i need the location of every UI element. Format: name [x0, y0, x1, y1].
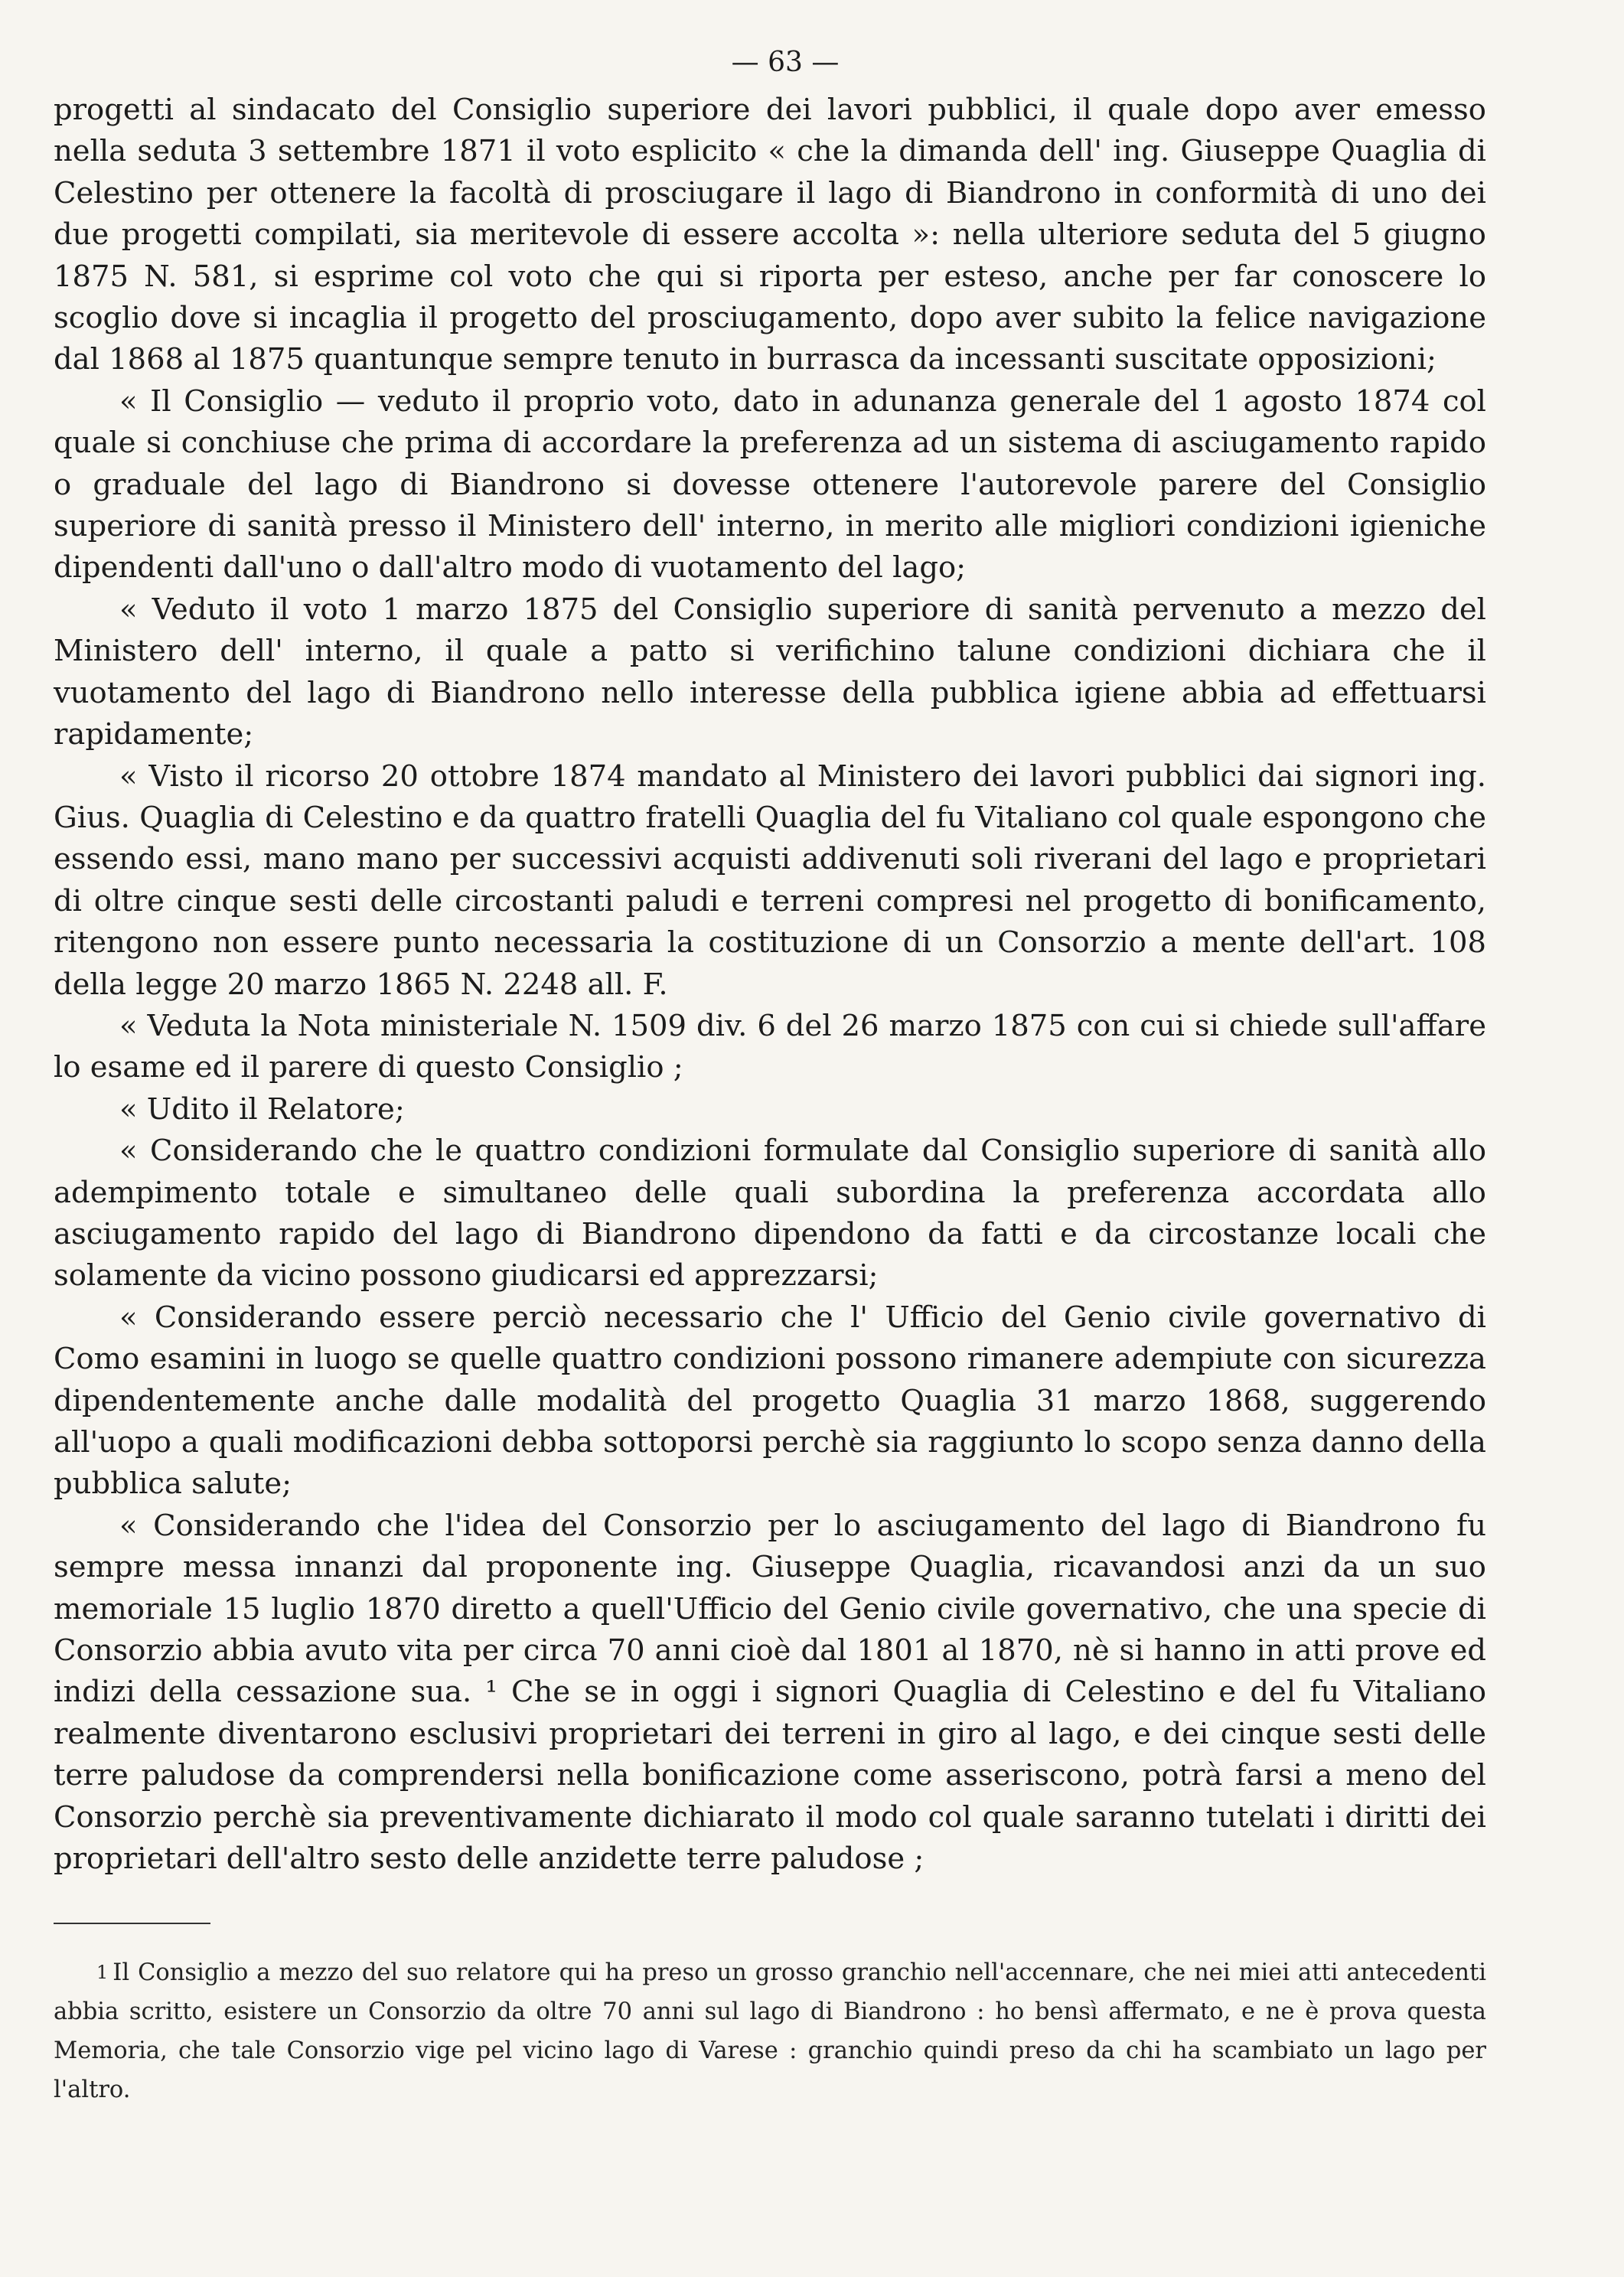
paragraph: progetti al sindacato del Consiglio superiore dei lavori pubblici, il quale dopo aver emesso nella seduta 3 settembre 1871 il voto esplicito « che la dimanda dell' ing. Giuseppe Quaglia di Celestino per ottenere la facoltà di prosciugare il lago di Biandrono in conformità di uno dei due progetti compilati, sia meritevole di essere accolta »: nella ulteriore seduta del 5 giugno 1875 N. 581, si esprime col voto che qui si riporta per esteso, anche per far conoscere lo scoglio dove si incaglia il progetto del prosciugamento, dopo aver subito la felice navigazione dal 1868 al 1875 quantunque sempre tenuto in burrasca da incessanti suscitate opposizioni; — [54, 93, 1486, 377]
paragraph: « Veduta la Nota ministeriale N. 1509 div. 6 del 26 marzo 1875 con cui si chiede sull'affare lo esame ed il parere di questo Consiglio ; — [54, 1008, 1486, 1085]
paragraph: « Udito il Relatore; — [119, 1091, 405, 1127]
paragraph: « Veduto il voto 1 marzo 1875 del Consiglio superiore di sanità pervenuto a mezzo del Ministero dell' interno, il quale a patto si verifichino talune condizioni dichiara che il vuotamento del lago di Biandrono nello interesse della pubblica igiene abbia ad effettuarsi rapidamente; — [54, 592, 1486, 752]
body-text — [54, 90, 1486, 1880]
document-page — [54, 42, 1486, 2109]
paragraph: « Il Consiglio — veduto il proprio voto, dato in adunanza generale del 1 agosto 1874 col quale si conchiuse che prima di accordare la preferenza ad un sistema di asciugamento rapido o graduale del lago di Biandrono si dovesse ottenere l'autorevole parere del Consiglio superiore di sanità presso il Ministero dell' interno, in merito alle migliori condizioni igieniche dipendenti dall'uno o dall'altro modo di vuotamento del lago; — [54, 383, 1486, 586]
footnote-marker: 1 — [96, 1962, 109, 1984]
footnote — [54, 1953, 1486, 2109]
paragraph: « Considerando che l'idea del Consorzio per lo asciugamento del lago di Biandrono fu sempre messa innanzi dal proponente ing. Giuseppe Quaglia, ricavandosi anzi da un suo memoriale 15 luglio 1870 diretto a quell'Ufficio del Genio civile governativo, che una specie di Consorzio abbia avuto vita per circa 70 anni cioè dal 1801 al 1870, nè si hanno in atti prove ed indizi della cessazione sua. ¹ Che se in oggi i signori Quaglia di Celestino e del fu Vitaliano realmente diventarono esclusivi proprietari dei terreni in giro al lago, e dei cinque sesti delle terre paludose da comprendersi nella bonificazione come asseriscono, potrà farsi a meno del Consorzio perchè sia preventivamente dichiarato il modo col quale saranno tutelati i diritti dei proprietari dell'altro sesto delle anzidette terre paludose ; — [54, 1508, 1486, 1877]
page-number: — 63 — — [731, 47, 840, 78]
paragraph: « Visto il ricorso 20 ottobre 1874 mandato al Ministero dei lavori pubblici dai signori ing. Gius. Quaglia di Celestino e da quattro fratelli Quaglia del fu Vitaliano col quale espongono che essendo essi, mano mano per successivi acquisti addivenuti soli riverani del lago e proprietari di oltre cinque sesti delle circostanti paludi e terreni compresi nel progetto di bonificamento, ritengono non essere punto necessaria la costituzione di un Consorzio a mente dell'art. 108 della legge 20 marzo 1865 N. 2248 all. F. — [54, 758, 1486, 1002]
footnote-text: Il Consiglio a mezzo del suo relatore qui ha preso un grosso granchio nell'accennare, che nei miei atti antecedenti abbia scritto, esistere un Consorzio da oltre 70 anni sul lago di Biandrono : ho bensì affermato, e ne è prova questa Memoria, che tale Consorzio vige pel vicino lago di Varese : granchio quindi preso da chi ha scambiato un lago per l'altro. — [54, 1959, 1486, 2104]
paragraph: « Considerando essere perciò necessario che l' Ufficio del Genio civile governativo di Como esamini in luogo se quelle quattro condizioni possono rimanere adempiute con sicurezza dipendentemente anche dalle modalità del progetto Quaglia 31 marzo 1868, suggerendo all'uopo a quali modificazioni debba sottoporsi perchè sia raggiunto lo scopo senza danno della pubblica salute; — [54, 1300, 1486, 1502]
paragraph: « Considerando che le quattro condizioni formulate dal Consiglio superiore di sanità allo adempimento totale e simultaneo delle quali subordina la preferenza accordata allo asciugamento rapido del lago di Biandrono dipendono da fatti e da circostanze locali che solamente da vicino possono giudicarsi ed apprezzarsi; — [54, 1134, 1486, 1293]
footnote-divider — [54, 1923, 210, 1924]
